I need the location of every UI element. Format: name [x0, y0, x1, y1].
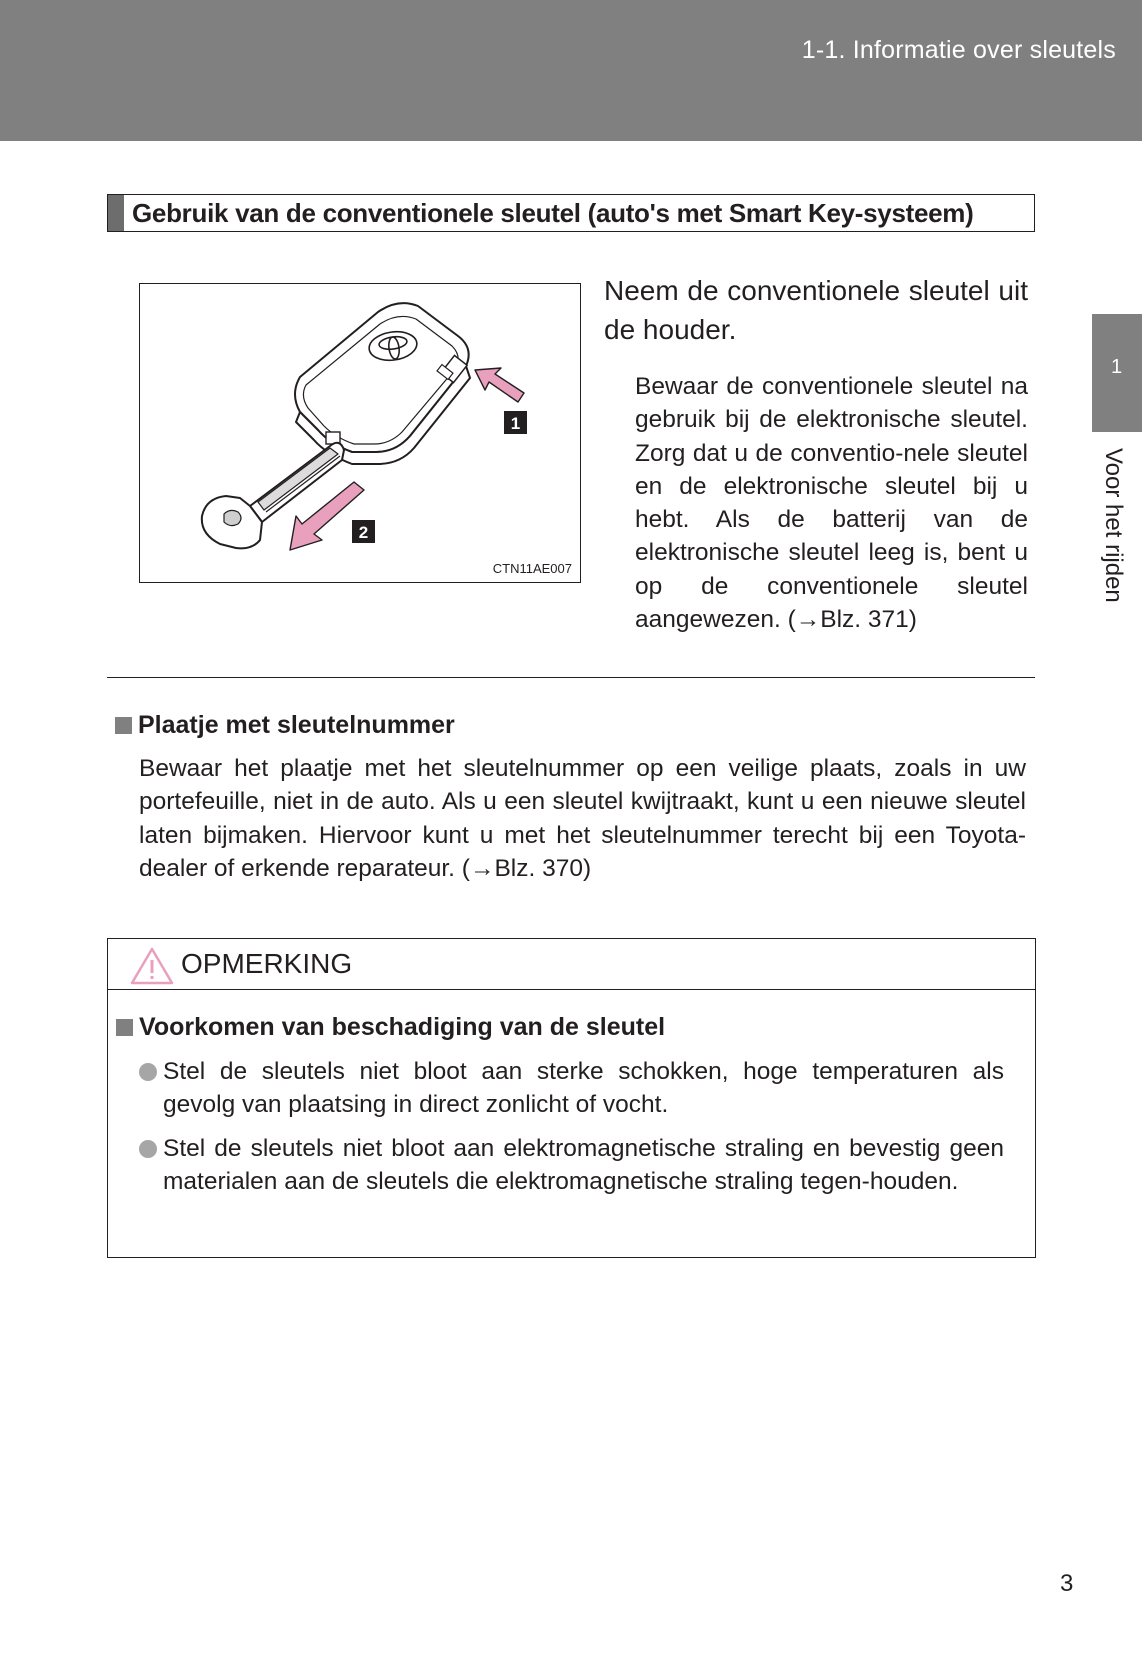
notice-bullet-text: Stel de sleutels niet bloot aan sterke schokken, hoge temperaturen als gevolg van plaatsing in direct zonlicht of vocht.: [163, 1058, 1004, 1119]
warning-triangle-icon: [130, 947, 174, 985]
key-fob-drawing: [140, 284, 582, 584]
chapter-tab-label: Voor het rijden: [1100, 448, 1127, 603]
callout-2: 2: [358, 523, 369, 542]
key-plate-heading-row: [115, 711, 455, 740]
section-title-marker: [108, 195, 124, 231]
notice-bullet: [139, 1132, 1004, 1199]
notice-heading: Voorkomen van beschadiging van de sleutel: [139, 1013, 666, 1041]
notice-box: [107, 938, 1036, 1258]
bullet-dot-icon: [139, 1140, 157, 1158]
square-bullet-icon: [115, 717, 132, 734]
page-number: 3: [1060, 1570, 1074, 1597]
section-title: Gebruik van de conventionele sleutel (auto's met Smart Key-systeem): [132, 197, 974, 228]
figure-code: CTN11AE007: [492, 561, 572, 576]
notice-title: OPMERKING: [181, 948, 353, 979]
notice-bullet-text: Stel de sleutels niet bloot aan elektromagnetische straling en bevestig geen materialen aan de sleutels die elektromagnetische straling tegen-houden.: [163, 1135, 1004, 1196]
bullet-dot-icon: [139, 1063, 157, 1081]
divider: [107, 677, 1035, 678]
notice-bullet: [139, 1055, 1004, 1122]
chapter-tab[interactable]: [1092, 314, 1142, 432]
step-label: Neem de conventionele sleutel uit de houder.: [604, 275, 1028, 345]
chapter-section-title: 1-1. Informatie over sleutels: [801, 36, 1116, 64]
section-title-box: [107, 194, 1035, 232]
key-plate-body: Bewaar het plaatje met het sleutelnummer op een veilige plaats, zoals in uw portefeuille, niet in de auto. Als u een sleutel kwijtraakt, kunt u een nieuwe sleutel laten bijmaken. Hiervoor kunt u met het sleutelnummer terecht bij een Toyota-dealer of erkende reparateur. (→Blz. 370): [139, 755, 1026, 882]
callout-1: 1: [510, 414, 521, 433]
key-plate-heading: Plaatje met sleutelnummer: [138, 711, 455, 739]
step-note: Bewaar de conventionele sleutel na gebruik bij de elektronische sleutel. Zorg dat u de conventio-nele sleutel en de elektronische sleutel bij u hebt. Als de batterij van de elektronische sleutel leeg is, bent u op de conventionele sleutel aangewezen. (→Blz. 371): [635, 373, 1028, 634]
chapter-tab-number: 1: [1111, 356, 1123, 378]
notice-heading-row: [116, 1013, 665, 1042]
square-bullet-icon: [116, 1019, 133, 1036]
notice-header: [108, 939, 1035, 990]
header-band: [0, 0, 1142, 141]
key-illustration: [139, 283, 581, 583]
